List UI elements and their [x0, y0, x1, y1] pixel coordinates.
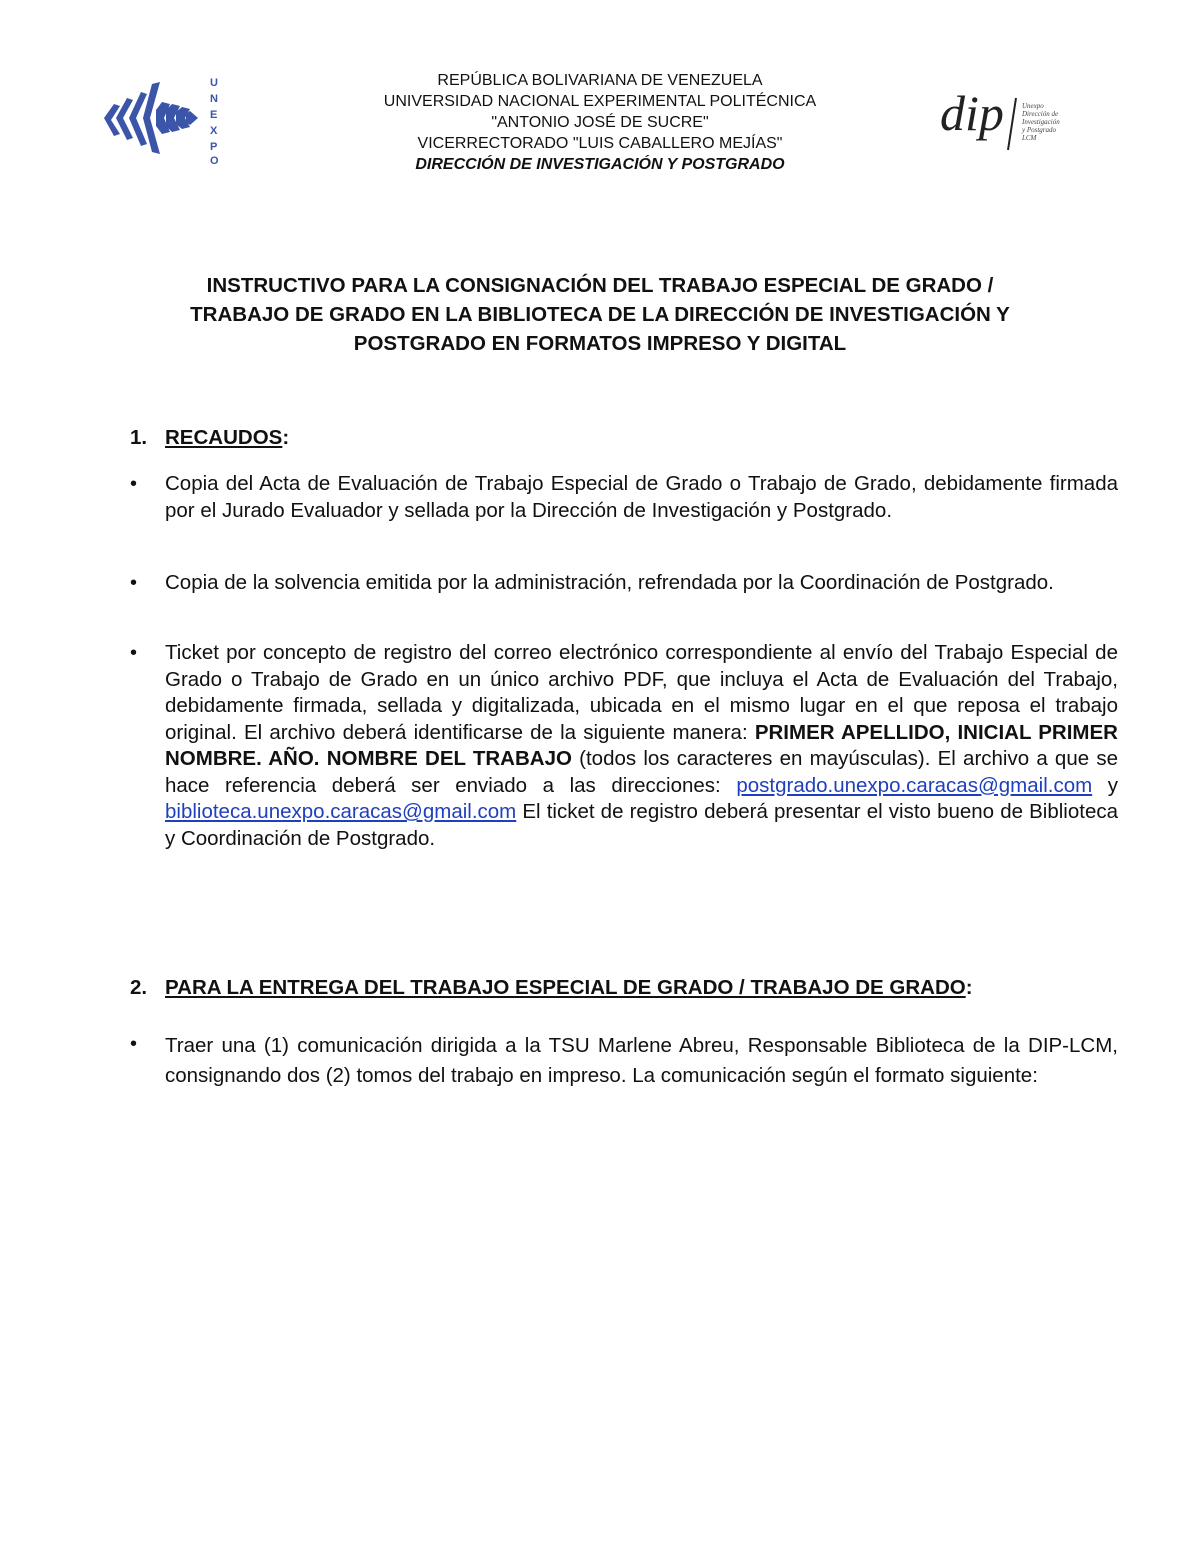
svg-text:P: P: [210, 141, 218, 153]
bullet-icon: •: [130, 572, 138, 594]
svg-text:Unexpo: Unexpo: [1022, 102, 1044, 110]
section-2-title: PARA LA ENTREGA DEL TRABAJO ESPECIAL DE GRADO / TRABAJO DE GRADO: [165, 976, 966, 999]
dip-logo-icon: [938, 82, 1073, 162]
svg-text:Investigación: Investigación: [1022, 118, 1060, 126]
item-3-text-c: El ticket de registro deberá presentar el visto bueno de Biblioteca y Coordinación de Postgrado.: [165, 800, 1118, 850]
item-3-text-b: (todos los caracteres en mayúsculas). El archivo a que se hace referencia deberá ser enviado a las direcciones:: [165, 747, 1118, 797]
svg-text:X: X: [210, 125, 218, 137]
item-3-text-a: Ticket por concepto de registro del correo electrónico correspondiente al envío del Trabajo Especial de Grado o Trabajo de Grado en un único archivo PDF, que incluya el Acta de Evaluación del Trabajo, debidamente firmada, sellada y digitalizada, ubicada en el mismo lugar en el que reposa el trabajo original. El archivo deberá identificarse de la siguiente manera:: [165, 641, 1118, 744]
list-item: [130, 570, 1118, 597]
svg-text:LCM: LCM: [1022, 134, 1037, 142]
title-line-1: INSTRUCTIVO PARA LA CONSIGNACIÓN DEL TRABAJO ESPECIAL DE GRADO /: [206, 274, 994, 297]
section-1-number: 1.: [130, 426, 148, 449]
section-2-item-1: Traer una (1) comunicación dirigida a la TSU Marlene Abreu, Responsable Biblioteca de la DIP-LCM, consignando dos (2) tomos del trabajo en impreso. La comunicación según el formato siguiente:: [165, 1034, 1118, 1087]
unexpo-logo-graphic: [100, 74, 230, 166]
section-1-item-1: Copia del Acta de Evaluación de Trabajo Especial de Grado o Trabajo de Grado, debidamente firmada por el Jurado Evaluador y sellada por la Dirección de Investigación y Postgrado.: [165, 472, 1118, 522]
letterhead-country: REPÚBLICA BOLIVARIANA DE VENEZUELA: [437, 72, 763, 89]
svg-text:Dirección de: Dirección de: [1022, 110, 1059, 118]
list-item: [130, 1031, 1118, 1091]
svg-text:y Postgrado: y Postgrado: [1022, 126, 1057, 134]
svg-text:E: E: [210, 109, 218, 121]
unexpo-logo-icon: [100, 74, 230, 166]
letterhead-university: UNIVERSIDAD NACIONAL EXPERIMENTAL POLITÉCNICA: [383, 93, 817, 110]
document-title: [110, 271, 1090, 358]
bullet-icon: •: [130, 1033, 138, 1055]
postgrado-email-link[interactable]: postgrado.unexpo.caracas@gmail.com: [736, 773, 1093, 797]
letterhead-vicerectorate: VICERRECTORADO "LUIS CABALLERO MEJÍAS": [417, 135, 783, 152]
section-2-colon: :: [965, 976, 973, 999]
section-1-item-3: [165, 640, 1118, 852]
section-1-heading: [130, 426, 289, 450]
bullet-icon: •: [130, 642, 138, 664]
letterhead: [300, 70, 900, 175]
letterhead-university-name: "ANTONIO JOSÉ DE SUCRE": [491, 114, 709, 131]
section-2-heading: [130, 976, 973, 1000]
section-2-number: 2.: [130, 976, 148, 999]
file-naming-format: PRIMER APELLIDO, INICIAL PRIMER NOMBRE. AÑO. NOMBRE DEL TRABAJO: [165, 720, 1118, 770]
list-item: [130, 640, 1118, 852]
svg-text:O: O: [210, 155, 219, 166]
list-item: [130, 471, 1118, 524]
biblioteca-email-link[interactable]: biblioteca.unexpo.caracas@gmail.com: [165, 800, 517, 823]
title-line-3: POSTGRADO EN FORMATOS IMPRESO Y DIGITAL: [353, 332, 847, 355]
bullet-icon: •: [130, 473, 138, 495]
section-1-title: RECAUDOS: [165, 426, 283, 449]
svg-text:U: U: [210, 77, 218, 89]
section-1-colon: :: [282, 426, 290, 449]
dip-logo-graphic: [938, 82, 1073, 162]
svg-text:N: N: [210, 93, 218, 105]
item-3-conjunction: y: [1092, 773, 1118, 797]
section-1-item-2: Copia de la solvencia emitida por la administración, refrendada por la Coordinación de Postgrado.: [165, 571, 1054, 594]
title-line-2: TRABAJO DE GRADO EN LA BIBLIOTECA DE LA DIRECCIÓN DE INVESTIGACIÓN Y: [190, 303, 1010, 326]
letterhead-department: DIRECCIÓN DE INVESTIGACIÓN Y POSTGRADO: [415, 156, 785, 173]
svg-text:dip: dip: [940, 85, 1004, 141]
